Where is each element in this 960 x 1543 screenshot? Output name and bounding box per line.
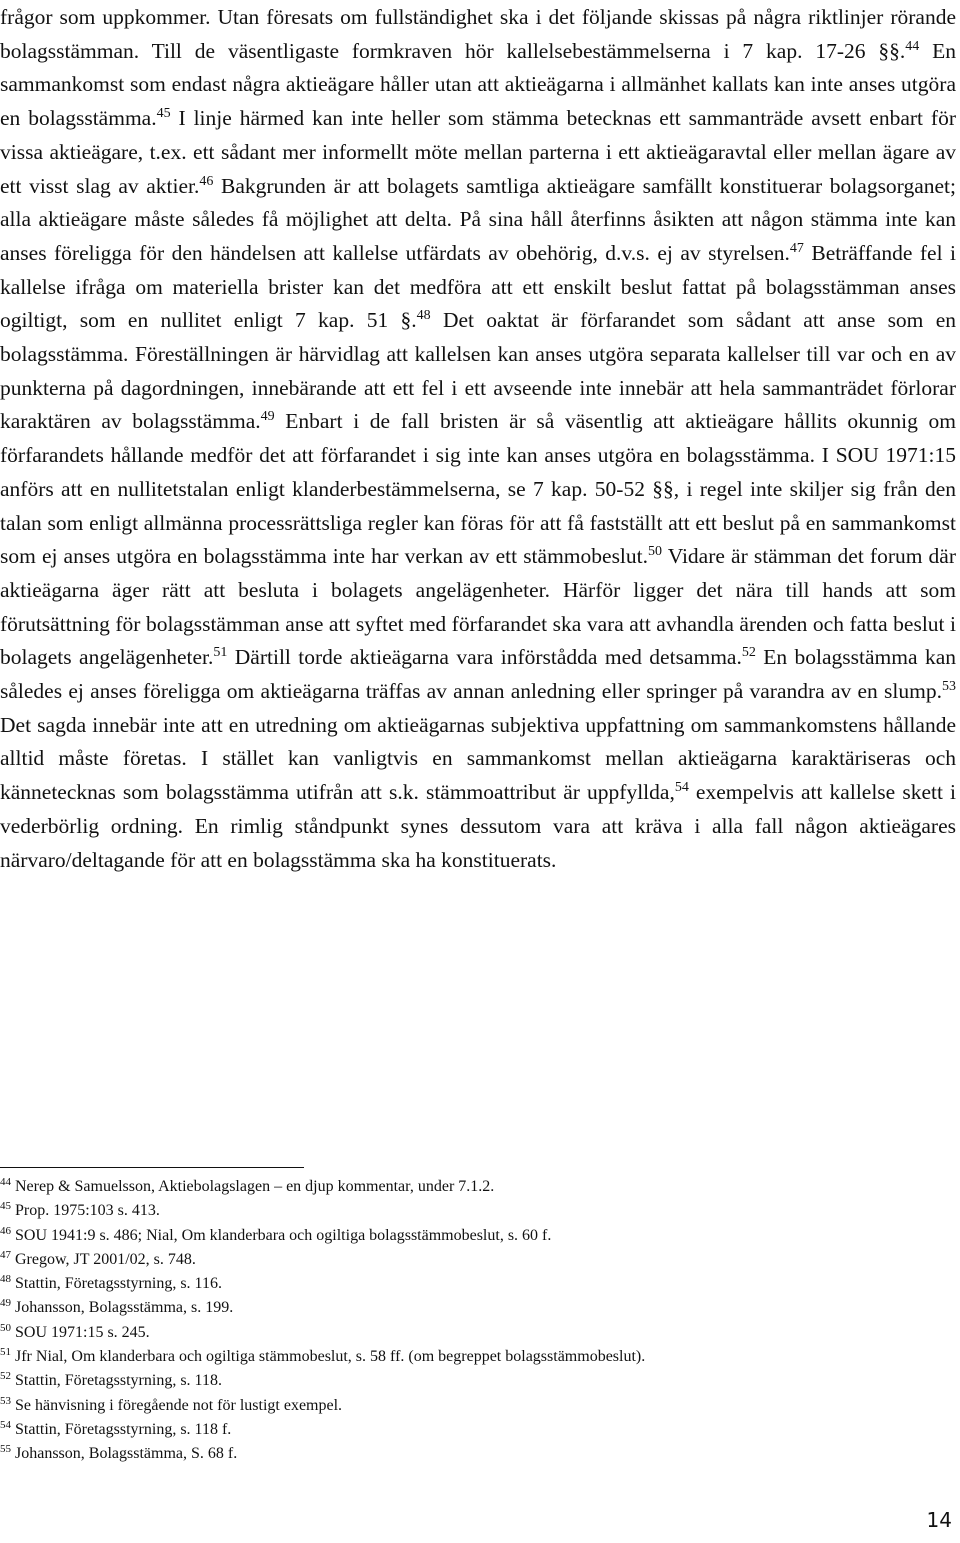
footnote-item: [0, 1321, 956, 1345]
footnote-number: 48: [0, 1273, 11, 1286]
body-text-segment: Bakgrunden är att bolagets samtliga aktieägare samfällt konstituerar bolagsorganet; alla aktieägare måste således få möjlighet att delta. På sina håll återfinns åsikten att någon stämma inte kan anses föreligga för den händelsen att kallelse utfärdats av obehörig, d.v.s. ej av styrelsen.: [0, 173, 956, 265]
footnote-ref[interactable]: 44: [905, 38, 920, 54]
body-text-segment: I linje härmed kan inte heller som stämma betecknas ett sammanträde avsett enbart för vissa aktieägare, t.ex. ett sådant mer informellt möte mellan parterna i ett aktieägaravtal eller mellan ägare av ett visst slag av aktier.: [0, 106, 956, 198]
footnote-number: 44: [0, 1176, 11, 1188]
footnote-item: [0, 1369, 956, 1393]
page-number: 14: [926, 1508, 952, 1532]
footnote-item: [0, 1224, 956, 1248]
footnote-number: 49: [0, 1297, 11, 1310]
footnote-ref[interactable]: 53: [942, 679, 956, 695]
footnote-number: 46: [0, 1224, 11, 1237]
footnote-number: 50: [0, 1321, 11, 1334]
footnote-item: [0, 1418, 956, 1442]
footnote-separator: [0, 1167, 304, 1168]
footnote-item: [0, 1248, 956, 1272]
body-text-segment: Vidare är stämman det forum där aktieägarna äger rätt att besluta i bolagets angelägenheter. Härför ligger det nära till hands att som förutsättning för bolagsstämman anse att syftet med förfarandet ska vara att avhandla ärenden och fatta beslut i bolagets angelägenheter.: [0, 544, 957, 670]
footnote-text: Nerep & Samuelsson, Aktiebolagslagen – en djup kommentar, under 7.1.2.: [15, 1178, 495, 1195]
footnote-item: [0, 1296, 956, 1320]
footnote-number: 52: [0, 1370, 11, 1383]
footnote-number: 55: [0, 1443, 11, 1456]
footnote-number: 53: [0, 1394, 11, 1407]
footnote-ref[interactable]: 49: [260, 409, 275, 425]
footnote-ref[interactable]: 54: [674, 780, 689, 796]
body-text-segment: Därtill torde aktieägarna vara införstådda med detsamma.: [227, 645, 742, 670]
footnote-item: [0, 1272, 956, 1296]
footnote-text: SOU 1971:15 s. 245.: [15, 1323, 150, 1341]
body-text-segment: frågor som uppkommer. Utan föresats om fullständighet ska i det följande skissas på några riktlinjer rörande bolagsstämman. Till de väsentligaste formkraven hör kallelsebestämmelserna i 7 kap. 17-26 §§.: [0, 5, 956, 63]
footnote-text: Se hänvisning i föregående not för lustigt exempel.: [15, 1396, 343, 1414]
footnote-number: 54: [0, 1418, 11, 1431]
footnote-text: Stattin, Företagsstyrning, s. 118.: [15, 1372, 222, 1390]
body-text-segment: Beträffande fel i kallelse ifråga om materiella brister kan det medföra att ett enskilt beslut fattat på bolagsstämman anses ogiltigt, som en nullitet enligt 7 kap. 51 §.: [0, 240, 956, 333]
footnote-ref[interactable]: 46: [199, 173, 214, 189]
footnote-text: Johansson, Bolagsstämma, s. 199.: [15, 1299, 234, 1317]
footnote-ref[interactable]: 52: [741, 645, 756, 661]
footnote-list: [0, 1175, 956, 1467]
footnote-ref[interactable]: 50: [648, 544, 663, 560]
footnote-text: SOU 1941:9 s. 486; Nial, Om klanderbara och ogiltiga bolagsstämmobeslut, s. 60 f.: [15, 1226, 552, 1244]
footnote-ref[interactable]: 47: [789, 240, 804, 256]
footnote-text: Stattin, Företagsstyrning, s. 116.: [15, 1275, 222, 1293]
footnote-ref[interactable]: 45: [156, 106, 171, 122]
footnote-item: [0, 1394, 956, 1418]
footnote-text: Johansson, Bolagsstämma, S. 68 f.: [15, 1445, 238, 1463]
footnote-number: 51: [0, 1346, 11, 1359]
footnote-number: 45: [0, 1200, 11, 1213]
footnote-ref[interactable]: 51: [213, 645, 228, 661]
body-text-segment: Det sagda innebär inte att en utredning om aktieägarnas subjektiva uppfattning om sammankomstens hållande alltid måste företas. I stället kan vanligtvis en sammankomst mellan aktieägarna karaktäriseras och kännetecknas som bolagsstämma utifrån att s.k. stämmoattribut är uppfyllda,: [0, 712, 956, 805]
footnote-text: Prop. 1975:103 s. 413.: [15, 1202, 160, 1220]
footnote-text: Gregow, JT 2001/02, s. 748.: [15, 1250, 196, 1268]
body-text-segment: exempelvis att kallelse skett i vederbörlig ordning. En rimlig ståndpunkt synes dessutom vara att kräva i alla fall någon aktieägares närvaro/deltagande för att en bolagsstämma ska ha konstituerats.: [0, 780, 957, 872]
footnote-ref[interactable]: 48: [416, 308, 431, 324]
body-text-segment: Enbart i de fall bristen är så väsentlig att aktieägare hållits okunnig om förfarandets hållande medför det att förfarandet i sig inte kan anses utgöra en bolagsstämma. I SOU 1971:15 anförs att en nullitetstalan enligt klanderbestämmelserna, se 7 kap. 50-52 §§, i regel inte skiljer sig från den talan som enligt allmänna processrättsliga regler kan föras för att få fastställt att ett beslut på en sammankomst som ej anses utgöra en bolagsstämma inte har verkan av ett stämmobeslut.: [0, 409, 956, 569]
footnote-text: Stattin, Företagsstyrning, s. 118 f.: [15, 1420, 232, 1438]
body-text-segment: En sammankomst som endast några aktieägare håller utan att aktieägarna i allmänhet kallats kan inte anses utgöra en bolagsstämma.: [0, 38, 957, 131]
footnote-item: [0, 1442, 956, 1466]
body-text-segment: Det oaktat är förfarandet som sådant att anse som en bolagsstämma. Föreställningen är härvidlag att kallelsen kan anses utgöra separata kallelser till var och en av punkterna på dagordningen, innebärande att ett fel i ett avseende inte innebär att hela sammanträdet förlorar karaktären av bolagsstämma.: [0, 308, 956, 434]
footnote-number: 47: [0, 1248, 11, 1261]
footnote-item: [0, 1345, 956, 1369]
footnote-item: [0, 1199, 956, 1223]
body-text-segment: En bolagsstämma kan således ej anses föreligga om aktieägarna träffas av annan anledning eller springer på varandra av en slump.: [0, 645, 956, 704]
footnote-text: Jfr Nial, Om klanderbara och ogiltiga stämmobeslut, s. 58 ff. (om begreppet bolagsstämmobeslut).: [15, 1348, 646, 1366]
footnote-item: [0, 1175, 956, 1199]
